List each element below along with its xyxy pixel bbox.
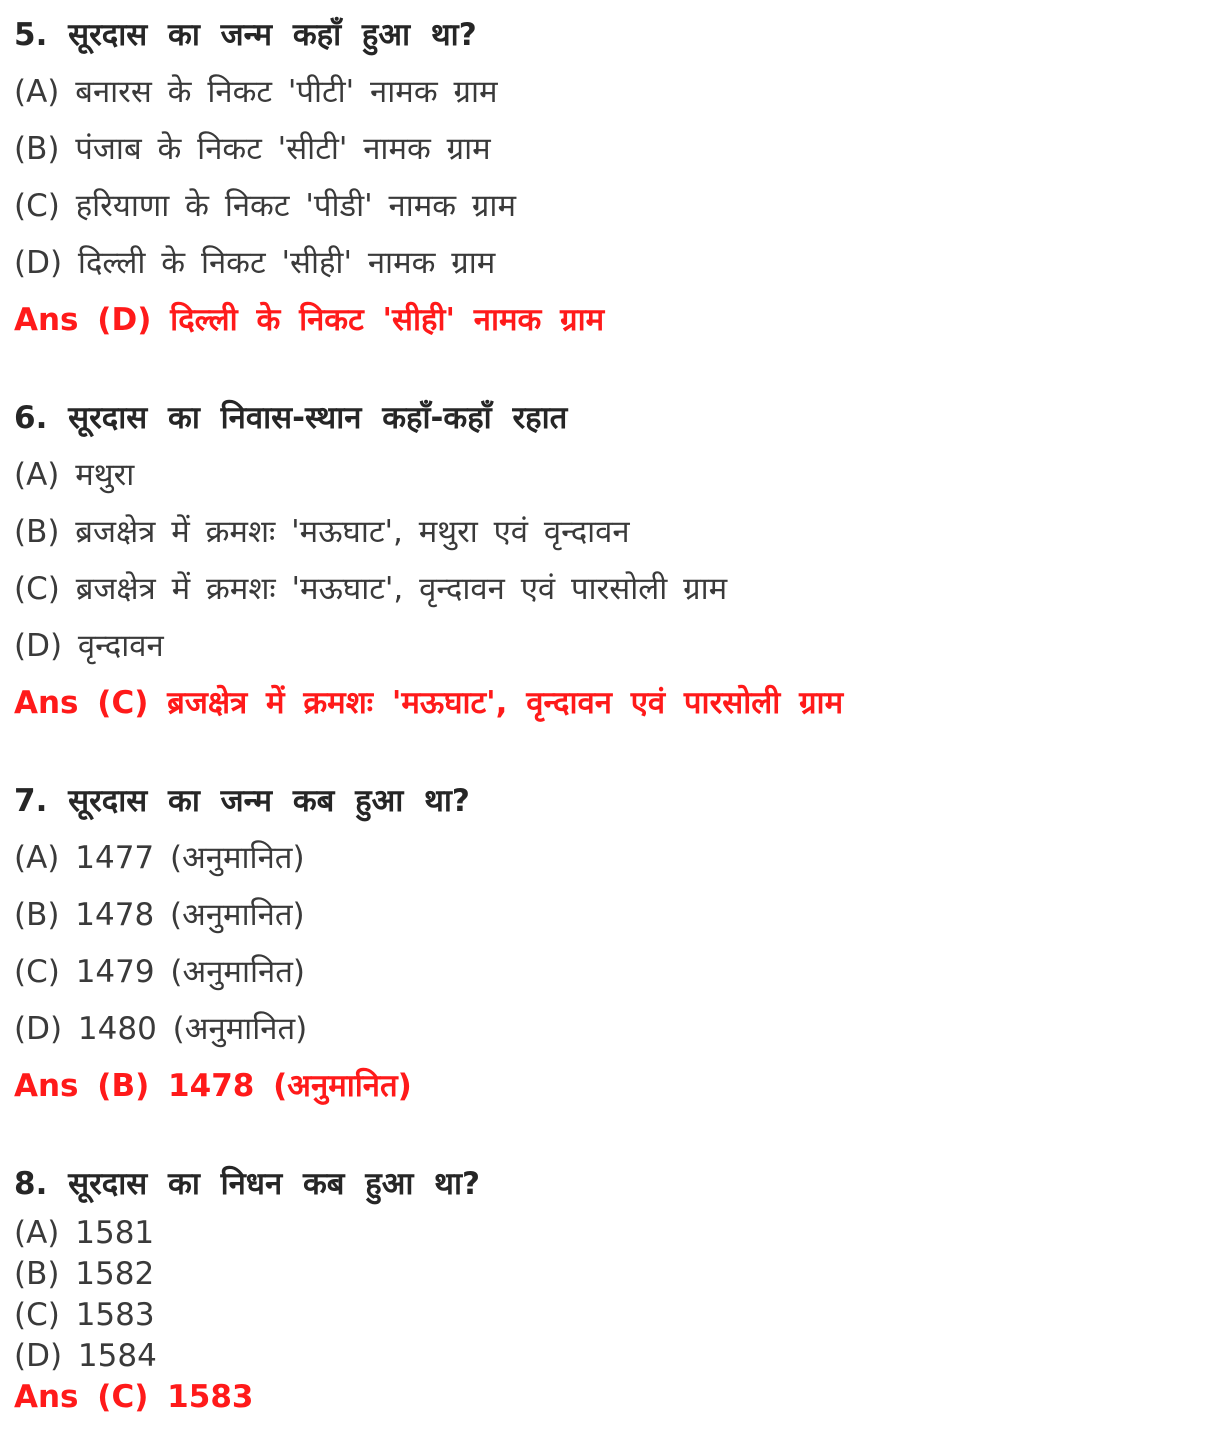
option-a: (A) बनारस के निकट 'पीटी' नामक ग्राम xyxy=(14,74,498,110)
option-d: (D) 1480 (अनुमानित) xyxy=(14,1011,308,1047)
option-a: (A) 1477 (अनुमानित) xyxy=(14,840,305,876)
question-title: 8. सूरदास का निधन कब हुआ था? xyxy=(14,1166,480,1202)
option-b: (B) 1582 xyxy=(14,1256,155,1292)
option-d: (D) वृन्दावन xyxy=(14,628,164,664)
option-b: (B) 1478 (अनुमानित) xyxy=(14,897,305,933)
option-a: (A) मथुरा xyxy=(14,457,135,493)
question-title: 7. सूरदास का जन्म कब हुआ था? xyxy=(14,783,470,819)
answer-text: Ans (C) ब्रजक्षेत्र में क्रमशः 'मऊघाट', वृन्दावन एवं पारसोली ग्राम xyxy=(14,685,844,721)
option-b: (B) पंजाब के निकट 'सीटी' नामक ग्राम xyxy=(14,131,491,167)
question-title: 6. सूरदास का निवास-स्थान कहाँ-कहाँ रहात xyxy=(14,400,568,436)
option-a: (A) 1581 xyxy=(14,1215,155,1251)
option-c: (C) 1479 (अनुमानित) xyxy=(14,954,305,990)
answer-text: Ans (B) 1478 (अनुमानित) xyxy=(14,1068,412,1104)
option-d: (D) दिल्ली के निकट 'सीही' नामक ग्राम xyxy=(14,245,496,281)
answer-text: Ans (D) दिल्ली के निकट 'सीही' नामक ग्राम xyxy=(14,302,605,338)
question-title: 5. सूरदास का जन्म कहाँ हुआ था? xyxy=(14,17,477,53)
option-b: (B) ब्रजक्षेत्र में क्रमशः 'मऊघाट', मथुरा एवं वृन्दावन xyxy=(14,514,630,550)
option-c: (C) ब्रजक्षेत्र में क्रमशः 'मऊघाट', वृन्दावन एवं पारसोली ग्राम xyxy=(14,571,728,607)
option-c: (C) 1583 xyxy=(14,1297,155,1333)
answer-text: Ans (C) 1583 xyxy=(14,1379,254,1415)
option-c: (C) हरियाणा के निकट 'पीडी' नामक ग्राम xyxy=(14,188,516,224)
option-d: (D) 1584 xyxy=(14,1338,157,1374)
